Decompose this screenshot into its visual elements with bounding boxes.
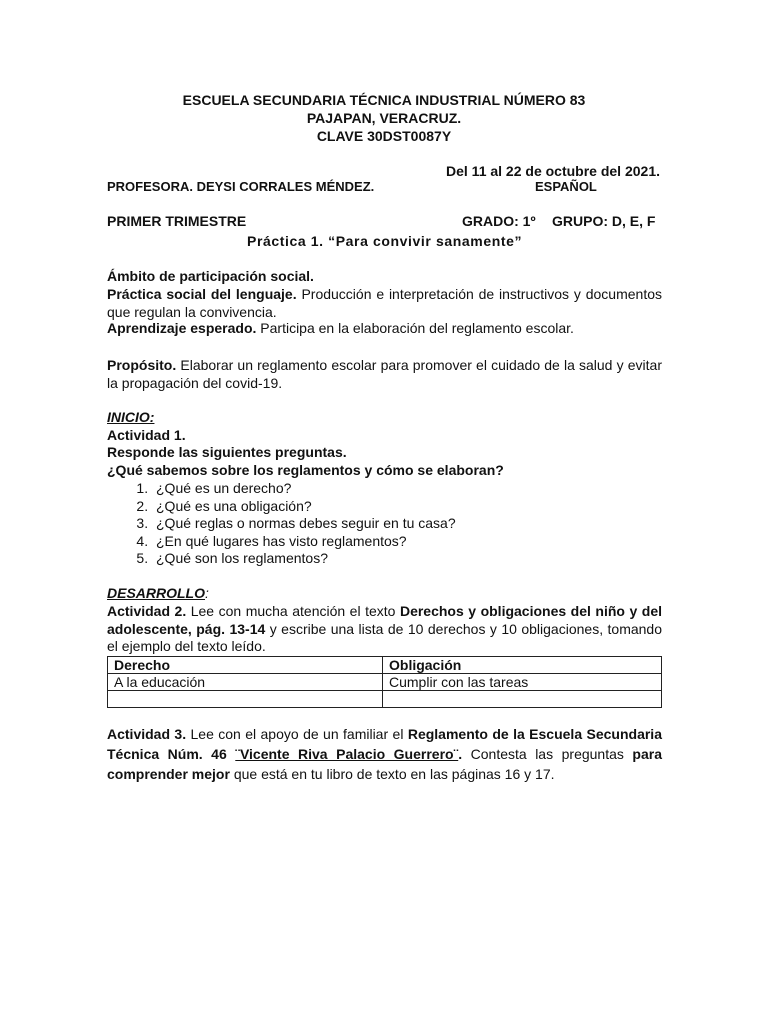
activity-2-label: Actividad 2. [107,603,187,619]
list-item: 3. ¿Qué reglas o normas debes seguir en tu casa? [152,515,456,533]
practica-label: Práctica social del lenguaje. [107,286,297,302]
activity-3-paragraph [107,724,662,784]
list-item: 4. ¿En qué lugares has visto reglamentos? [152,533,456,551]
activity-3-bold-1: Reglamento de la Escuela Secundaria Técnica Núm. 46 [107,726,662,762]
activity-3-text-1: Lee con el apoyo de un familiar el [186,726,408,742]
date-range: Del 11 al 22 de octubre del 2021. [446,163,660,179]
school-name: ESCUELA SECUNDARIA TÉCNICA INDUSTRIAL NÚMERO 83 [182,92,586,108]
school-location: PAJAPAN, VERACRUZ. [306,110,462,126]
list-item: 5. ¿Qué son los reglamentos? [152,550,456,568]
subject-name: ESPAÑOL [535,179,597,194]
inicio-heading: INICIO: [107,409,155,425]
desarrollo-label: DESARROLLO [107,585,205,601]
column-header-obligacion: Obligación [383,657,662,674]
school-clave: CLAVE 30DST0087Y [316,128,452,144]
activity-3-bold-3: para comprender mejor [107,746,662,782]
activity-3-school-name: ¨Vicente Riva Palacio Guerrero¨ [235,746,459,762]
table-row [108,691,662,708]
proposito-text: Elaborar un reglamento escolar para promover el cuidado de la salud y evitar la propagación del covid-19. [107,357,662,391]
activity-1-label: Actividad 1. [107,427,186,443]
aprendizaje-label: Aprendizaje esperado. [107,320,257,336]
activity-3-label: Actividad 3. [107,726,187,742]
question-list [127,480,456,568]
practica-social-paragraph [107,286,662,321]
practice-title: Práctica 1. “Para convivir sanamente” [247,233,523,249]
list-item: 1. ¿Qué es un derecho? [152,480,456,498]
table-cell: Cumplir con las tareas [383,674,662,691]
table-cell [108,691,383,708]
practica-text: Producción e interpretación de instructivos y documentos que regulan la convivencia. [107,286,662,320]
proposito-label: Propósito. [107,357,177,373]
activity-2-bold: Derechos y obligaciones del niño y del adolescente, pág. 13-14 [107,603,662,637]
activity-2-text-2: y escribe una lista de 10 derechos y 10 obligaciones, tomando el ejemplo del texto leído. [107,620,662,654]
table-header-row [108,657,662,674]
table-cell [383,691,662,708]
list-item: 2. ¿Qué es una obligación? [152,498,456,516]
grade-label: GRADO: 1º [462,213,536,229]
activity-3-bold-2: . [458,746,463,762]
table-cell: A la educación [108,674,383,691]
proposito-paragraph [107,357,662,392]
aprendizaje-text: Participa en la elaboración del reglamento escolar. [256,320,574,336]
ambito-heading: Ámbito de participación social. [107,268,314,284]
column-header-derecho: Derecho [108,657,383,674]
teacher-name: PROFESORA. DEYSI CORRALES MÉNDEZ. [107,179,375,194]
activity-3-text-2: Contesta las preguntas [462,746,633,762]
aprendizaje-paragraph [107,320,662,338]
group-label: GRUPO: D, E, F [552,213,656,229]
trimester-label: PRIMER TRIMESTRE [107,213,247,229]
rights-obligations-table [107,656,662,708]
activity-2-text-1: Lee con mucha atención el texto [186,603,400,619]
activity-2-paragraph [107,603,662,656]
activity-1-instruction: Responde las siguientes preguntas. [107,444,347,460]
table-row [108,674,662,691]
activity-3-text-3: que está en tu libro de texto en las páginas 16 y 17. [229,766,555,782]
desarrollo-colon: : [205,585,209,601]
desarrollo-heading [107,585,662,603]
activity-1-question: ¿Qué sabemos sobre los reglamentos y cómo se elaboran? [107,462,504,478]
